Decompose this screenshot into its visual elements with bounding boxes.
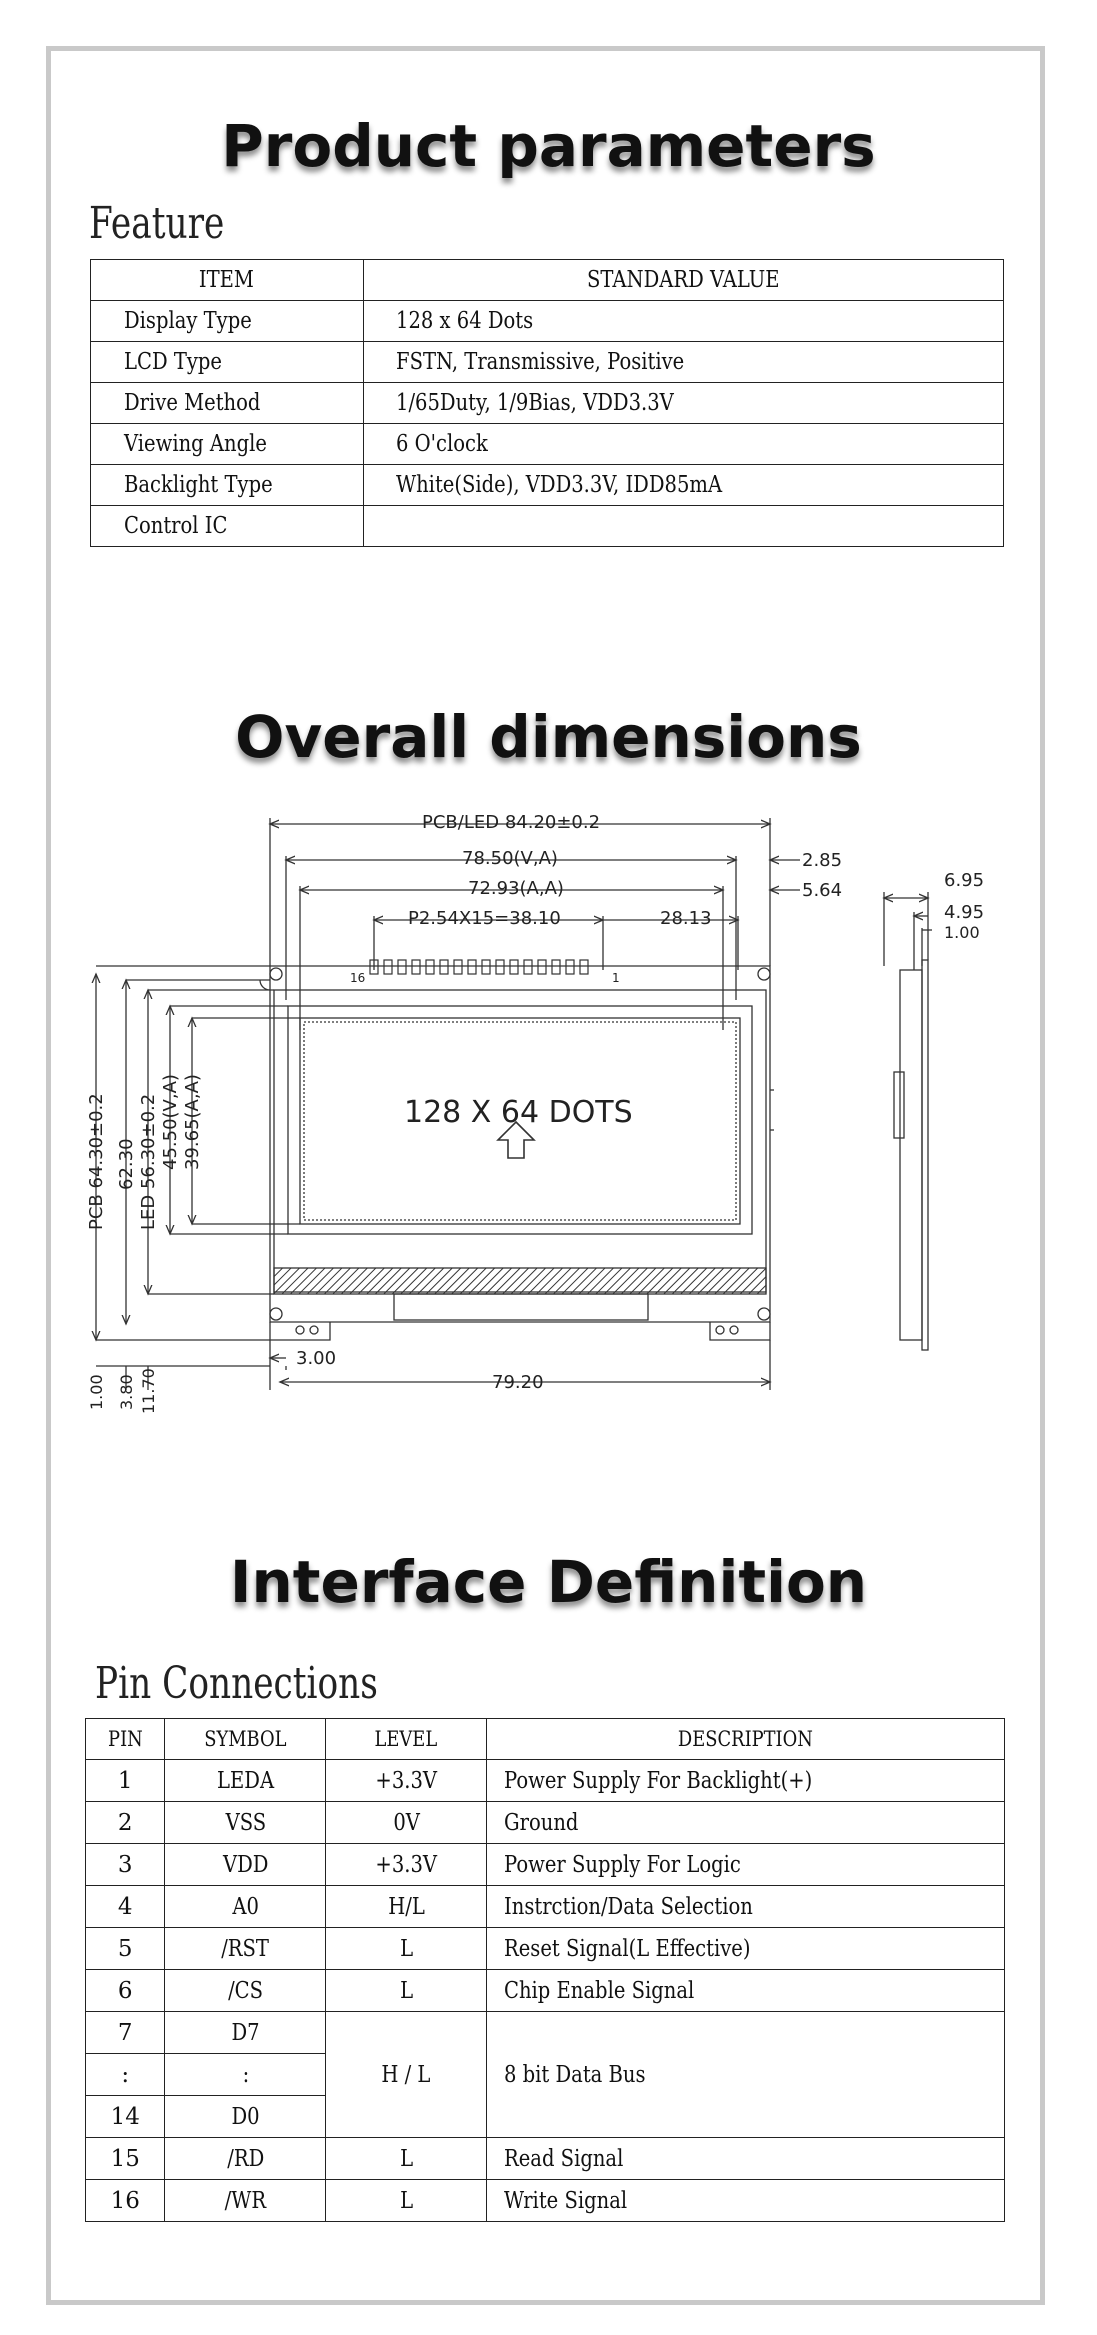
pin-header-level: LEVEL bbox=[326, 1719, 487, 1760]
dim-aa-width: 72.93(A,A) bbox=[468, 878, 564, 899]
pin-level: L bbox=[326, 2138, 487, 2180]
pin-symbol: D7 bbox=[165, 2012, 326, 2054]
pin-level: L bbox=[326, 1928, 487, 1970]
table-row bbox=[86, 1760, 1005, 1802]
feature-item: Drive Method bbox=[91, 383, 364, 424]
pin-level: +3.3V bbox=[326, 1760, 487, 1802]
feature-row bbox=[91, 465, 1004, 506]
pin-description: Instrction/Data Selection bbox=[487, 1886, 1005, 1928]
pin-description: Chip Enable Signal bbox=[487, 1970, 1005, 2012]
pin-connections-title: Pin Connections bbox=[95, 1658, 378, 1709]
dim-pitch: P2.54X15=38.10 bbox=[408, 908, 561, 929]
feature-row bbox=[91, 301, 1004, 342]
pin-symbol: /WR bbox=[165, 2180, 326, 2222]
pin-description: Write Signal bbox=[487, 2180, 1005, 2222]
feature-header-row bbox=[91, 260, 1004, 301]
pin-level: H/L bbox=[326, 1886, 487, 1928]
table-row bbox=[86, 1844, 1005, 1886]
feature-value bbox=[363, 506, 1003, 547]
dim-bottom-1170: 11.70 bbox=[139, 1368, 158, 1414]
pin-symbol: : bbox=[165, 2054, 326, 2096]
pin-level: L bbox=[326, 2180, 487, 2222]
feature-value: White(Side), VDD3.3V, IDD85mA bbox=[363, 465, 1003, 506]
pin-symbol: VDD bbox=[165, 1844, 326, 1886]
dim-side-100: 1.00 bbox=[944, 923, 980, 942]
feature-item: Control IC bbox=[91, 506, 364, 547]
pin-number: 5 bbox=[86, 1928, 165, 1970]
table-row bbox=[86, 1928, 1005, 1970]
feature-value: 128 x 64 Dots bbox=[363, 301, 1003, 342]
interface-definition-title: Interface Definition bbox=[229, 1548, 868, 1616]
pin-number: 6 bbox=[86, 1970, 165, 2012]
pin-header-description: DESCRIPTION bbox=[487, 1719, 1005, 1760]
pin-description: 8 bit Data Bus bbox=[487, 2012, 1005, 2138]
feature-title: Feature bbox=[89, 198, 225, 249]
dim-bottom-380: 3.80 bbox=[117, 1374, 136, 1410]
pin-16-label: 16 bbox=[350, 971, 366, 985]
dim-pcb-height: PCB 64.30±0.2 bbox=[86, 1093, 107, 1230]
dim-bottom-300: 3.00 bbox=[296, 1348, 337, 1369]
dim-pin-offset: 28.13 bbox=[660, 908, 712, 929]
pin-1-label: 1 bbox=[612, 971, 620, 985]
overall-dimensions-title: Overall dimensions bbox=[235, 703, 862, 771]
pin-number: 15 bbox=[86, 2138, 165, 2180]
table-row bbox=[86, 2138, 1005, 2180]
dim-side-695: 6.95 bbox=[944, 870, 985, 891]
pin-header bbox=[370, 960, 588, 974]
pin-description: Read Signal bbox=[487, 2138, 1005, 2180]
feature-value: 1/65Duty, 1/9Bias, VDD3.3V bbox=[363, 383, 1003, 424]
pin-number: 16 bbox=[86, 2180, 165, 2222]
pin-number: 2 bbox=[86, 1802, 165, 1844]
pin-symbol: /RST bbox=[165, 1928, 326, 1970]
feature-row bbox=[91, 342, 1004, 383]
dimension-drawing bbox=[78, 810, 1038, 1430]
feature-header-value: STANDARD VALUE bbox=[363, 260, 1003, 301]
table-row bbox=[86, 1970, 1005, 2012]
dim-led-height: LED 56.30±0.2 bbox=[138, 1093, 159, 1230]
table-row bbox=[86, 1886, 1005, 1928]
pin-symbol: A0 bbox=[165, 1886, 326, 1928]
dim-va-height: 45.50(V,A) bbox=[160, 1074, 181, 1170]
pin-description: Power Supply For Backlight(+) bbox=[487, 1760, 1005, 1802]
pin-description: Ground bbox=[487, 1802, 1005, 1844]
pin-level: +3.3V bbox=[326, 1844, 487, 1886]
pin-description: Power Supply For Logic bbox=[487, 1844, 1005, 1886]
product-parameters-title: Product parameters bbox=[221, 112, 876, 180]
feature-item: LCD Type bbox=[91, 342, 364, 383]
feature-table bbox=[90, 259, 1004, 547]
pin-header-pin: PIN bbox=[86, 1719, 165, 1760]
pin-number: 4 bbox=[86, 1886, 165, 1928]
feature-item: Display Type bbox=[91, 301, 364, 342]
feature-item: Backlight Type bbox=[91, 465, 364, 506]
dim-aa-height: 39.65(A,A) bbox=[182, 1074, 203, 1170]
pin-symbol: VSS bbox=[165, 1802, 326, 1844]
pin-level: H / L bbox=[326, 2012, 487, 2138]
table-row bbox=[86, 2012, 1005, 2054]
feature-row bbox=[91, 506, 1004, 547]
feature-value: FSTN, Transmissive, Positive bbox=[363, 342, 1003, 383]
pin-symbol: /CS bbox=[165, 1970, 326, 2012]
dim-va-width: 78.50(V,A) bbox=[462, 848, 558, 869]
feature-row bbox=[91, 383, 1004, 424]
pin-symbol: LEDA bbox=[165, 1760, 326, 1802]
pin-description: Reset Signal(L Effective) bbox=[487, 1928, 1005, 1970]
feature-row bbox=[91, 424, 1004, 465]
feature-header-item: ITEM bbox=[91, 260, 364, 301]
pin-header-symbol: SYMBOL bbox=[165, 1719, 326, 1760]
pin-number: 14 bbox=[86, 2096, 165, 2138]
dim-bottom-100: 1.00 bbox=[87, 1374, 106, 1410]
dim-pcb-led-width: PCB/LED 84.20±0.2 bbox=[422, 812, 601, 833]
dots-label: 128 X 64 DOTS bbox=[404, 1095, 633, 1130]
pin-number: 1 bbox=[86, 1760, 165, 1802]
feature-item: Viewing Angle bbox=[91, 424, 364, 465]
pin-header-row bbox=[86, 1719, 1005, 1760]
table-row bbox=[86, 1802, 1005, 1844]
pin-symbol: D0 bbox=[165, 2096, 326, 2138]
pin-table bbox=[85, 1718, 1005, 2222]
dim-right-285: 2.85 bbox=[802, 850, 843, 871]
pin-number: 7 bbox=[86, 2012, 165, 2054]
pin-number: 3 bbox=[86, 1844, 165, 1886]
pin-level: 0V bbox=[326, 1802, 487, 1844]
pin-number: : bbox=[86, 2054, 165, 2096]
pin-symbol: /RD bbox=[165, 2138, 326, 2180]
dim-bottom-7920: 79.20 bbox=[492, 1372, 544, 1393]
table-row bbox=[86, 2180, 1005, 2222]
dim-right-564: 5.64 bbox=[802, 880, 843, 901]
feature-value: 6 O'clock bbox=[363, 424, 1003, 465]
dim-6230: 62.30 bbox=[116, 1138, 137, 1190]
pin-level: L bbox=[326, 1970, 487, 2012]
side-view bbox=[884, 892, 932, 1350]
dim-side-495: 4.95 bbox=[944, 902, 985, 923]
